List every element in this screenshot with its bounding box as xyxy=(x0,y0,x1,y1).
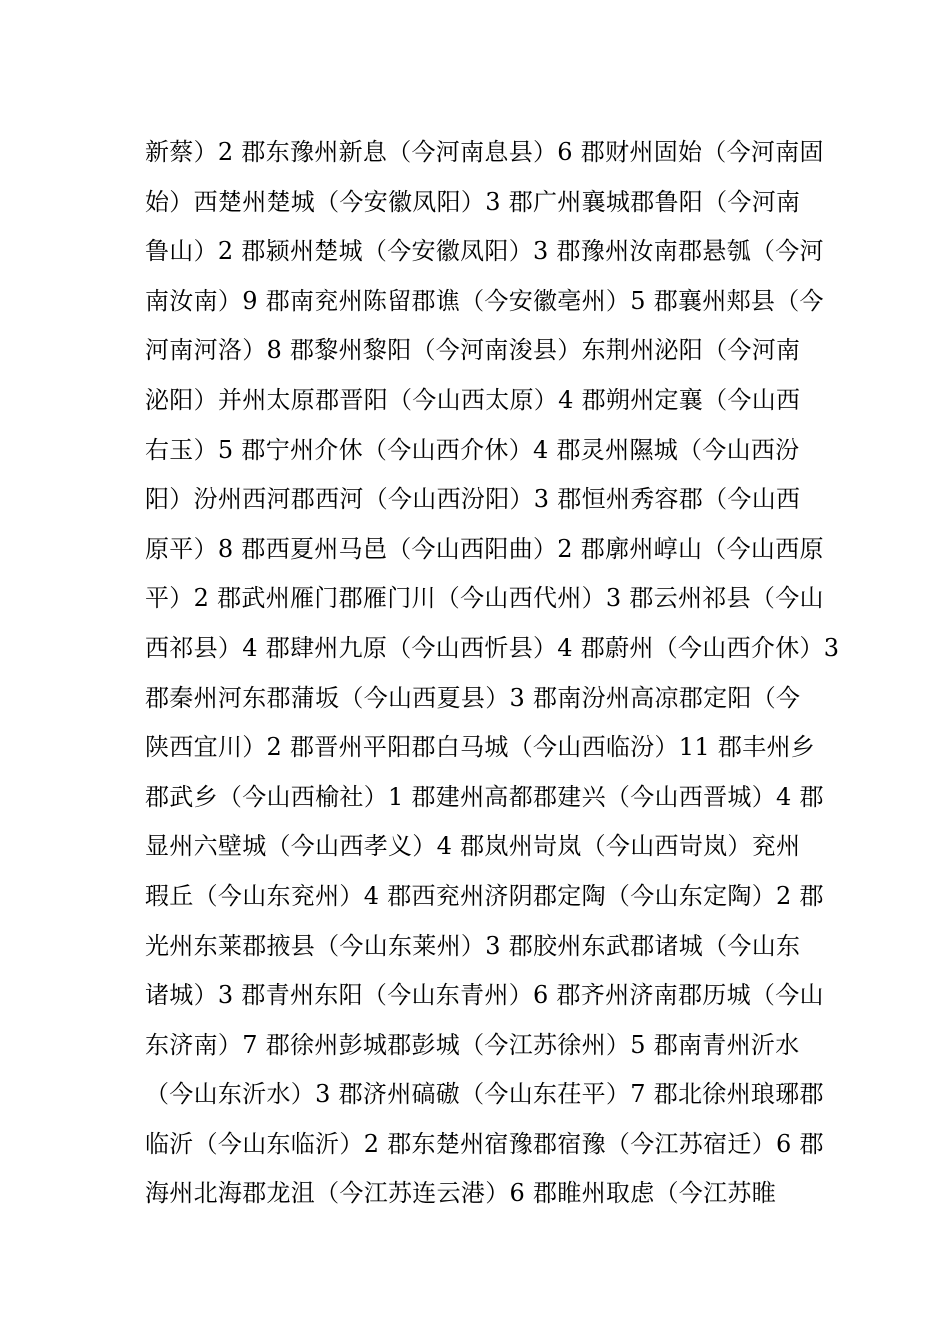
text-line: 海州北海郡龙沮（今江苏连云港）6 郡睢州取虑（今江苏睢 xyxy=(145,1179,776,1208)
text-line: 鲁山）2 郡颍州楚城（今安徽凤阳）3 郡豫州汝南郡悬瓠（今河 xyxy=(145,237,824,266)
text-line: 阳）汾州西河郡西河（今山西汾阳）3 郡恒州秀容郡（今山西 xyxy=(145,485,801,514)
text-line: 河南河洛）8 郡黎州黎阳（今河南浚县）东荆州泌阳（今河南 xyxy=(145,336,801,365)
text-line: 诸城）3 郡青州东阳（今山东青州）6 郡齐州济南郡历城（今山 xyxy=(145,981,824,1010)
text-line: 陕西宜川）2 郡晋州平阳郡白马城（今山西临汾）11 郡丰州乡 xyxy=(145,733,816,762)
text-line: 新蔡）2 郡东豫州新息（今河南息县）6 郡财州固始（今河南固 xyxy=(145,138,824,166)
text-line: （今山东沂水）3 郡济州碻磝（今山东茌平）7 郡北徐州琅琊郡 xyxy=(145,1080,824,1109)
text-line: 郡秦州河东郡蒲坂（今山西夏县）3 郡南汾州高凉郡定阳（今 xyxy=(145,683,801,712)
text-line: 光州东莱郡掖县（今山东莱州）3 郡胶州东武郡诸城（今山东 xyxy=(145,931,801,960)
text-line: 原平）8 郡西夏州马邑（今山西阳曲）2 郡廓州崞山（今山西原 xyxy=(145,534,824,563)
text-line: 瑕丘（今山东兖州）4 郡西兖州济阴郡定陶（今山东定陶）2 郡 xyxy=(145,881,824,910)
text-line: 西祁县）4 郡肆州九原（今山西忻县）4 郡蔚州（今山西介休）3 xyxy=(145,633,840,662)
text-line: 始）西楚州楚城（今安徽凤阳）3 郡广州襄城郡鲁阳（今河南 xyxy=(145,187,801,216)
text-line: 平）2 郡武州雁门郡雁门川（今山西代州）3 郡云州祁县（今山 xyxy=(145,584,824,613)
text-line: 郡武乡（今山西榆社）1 郡建州高都郡建兴（今山西晋城）4 郡 xyxy=(145,782,824,811)
text-line: 东济南）7 郡徐州彭城郡彭城（今江苏徐州）5 郡南青州沂水 xyxy=(145,1030,800,1059)
body-text xyxy=(145,128,840,1219)
text-line: 临沂（今山东临沂）2 郡东楚州宿豫郡宿豫（今江苏宿迁）6 郡 xyxy=(145,1129,824,1158)
text-line: 右玉）5 郡宁州介休（今山西介休）4 郡灵州隰城（今山西汾 xyxy=(145,435,800,464)
text-line: 南汝南）9 郡南兖州陈留郡谯（今安徽亳州）5 郡襄州郏县（今 xyxy=(145,286,824,315)
text-line: 泌阳）并州太原郡晋阳（今山西太原）4 郡朔州定襄（今山西 xyxy=(145,385,801,414)
text-line: 显州六壁城（今山西孝义）4 郡岚州岢岚（今山西岢岚）兖州 xyxy=(145,832,801,861)
